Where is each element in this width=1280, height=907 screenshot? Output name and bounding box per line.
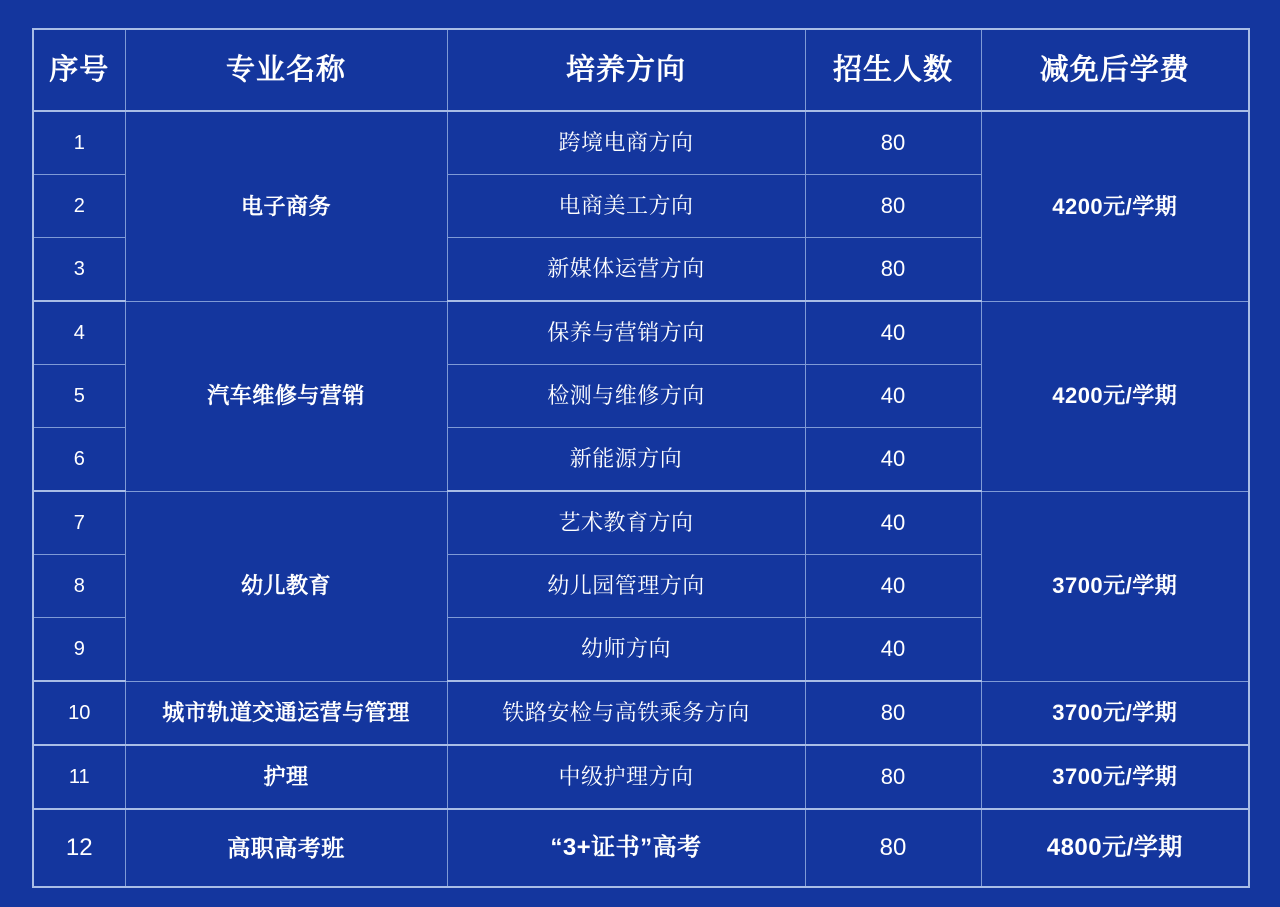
cell-count: 40 xyxy=(805,618,981,682)
table-row xyxy=(33,491,1249,555)
column-header-fee: 减免后学费 xyxy=(981,29,1249,111)
column-header-major: 专业名称 xyxy=(125,29,447,111)
cell-direction: 幼儿园管理方向 xyxy=(447,555,805,618)
cell-fee: 3700元/学期 xyxy=(981,491,1249,681)
table-header xyxy=(33,29,1249,111)
cell-sequence: 10 xyxy=(33,681,125,745)
column-header-direction: 培养方向 xyxy=(447,29,805,111)
column-header-count: 招生人数 xyxy=(805,29,981,111)
cell-count: 40 xyxy=(805,365,981,428)
cell-major: 护理 xyxy=(125,745,447,809)
cell-major: 幼儿教育 xyxy=(125,491,447,681)
cell-sequence: 3 xyxy=(33,238,125,302)
table-body xyxy=(33,111,1249,887)
cell-sequence: 4 xyxy=(33,301,125,365)
column-header-sequence: 序号 xyxy=(33,29,125,111)
cell-fee: 4800元/学期 xyxy=(981,809,1249,887)
cell-direction: 艺术教育方向 xyxy=(447,491,805,555)
cell-count: 40 xyxy=(805,491,981,555)
cell-sequence: 1 xyxy=(33,111,125,175)
cell-direction: “3+证书”高考 xyxy=(447,809,805,887)
cell-count: 40 xyxy=(805,555,981,618)
cell-major: 城市轨道交通运营与管理 xyxy=(125,681,447,745)
table-header-row xyxy=(33,29,1249,111)
cell-direction: 检测与维修方向 xyxy=(447,365,805,428)
cell-fee: 4200元/学期 xyxy=(981,111,1249,301)
cell-direction: 电商美工方向 xyxy=(447,175,805,238)
cell-count: 80 xyxy=(805,809,981,887)
table-row xyxy=(33,301,1249,365)
cell-count: 80 xyxy=(805,238,981,302)
cell-direction: 铁路安检与高铁乘务方向 xyxy=(447,681,805,745)
cell-sequence: 6 xyxy=(33,428,125,492)
cell-major: 电子商务 xyxy=(125,111,447,301)
cell-sequence: 11 xyxy=(33,745,125,809)
cell-fee: 3700元/学期 xyxy=(981,745,1249,809)
cell-direction: 跨境电商方向 xyxy=(447,111,805,175)
cell-sequence: 8 xyxy=(33,555,125,618)
cell-count: 40 xyxy=(805,428,981,492)
cell-count: 40 xyxy=(805,301,981,365)
cell-direction: 新能源方向 xyxy=(447,428,805,492)
cell-major: 高职高考班 xyxy=(125,809,447,887)
cell-fee: 3700元/学期 xyxy=(981,681,1249,745)
cell-fee: 4200元/学期 xyxy=(981,301,1249,491)
cell-direction: 幼师方向 xyxy=(447,618,805,682)
cell-count: 80 xyxy=(805,175,981,238)
cell-sequence: 5 xyxy=(33,365,125,428)
table-row xyxy=(33,681,1249,745)
cell-sequence: 12 xyxy=(33,809,125,887)
cell-count: 80 xyxy=(805,745,981,809)
cell-count: 80 xyxy=(805,681,981,745)
cell-sequence: 2 xyxy=(33,175,125,238)
cell-major: 汽车维修与营销 xyxy=(125,301,447,491)
enrollment-plan-table xyxy=(32,28,1250,888)
cell-direction: 中级护理方向 xyxy=(447,745,805,809)
cell-direction: 新媒体运营方向 xyxy=(447,238,805,302)
table-row xyxy=(33,745,1249,809)
cell-count: 80 xyxy=(805,111,981,175)
cell-sequence: 9 xyxy=(33,618,125,682)
cell-sequence: 7 xyxy=(33,491,125,555)
table-row xyxy=(33,809,1249,887)
cell-direction: 保养与营销方向 xyxy=(447,301,805,365)
table-row xyxy=(33,111,1249,175)
